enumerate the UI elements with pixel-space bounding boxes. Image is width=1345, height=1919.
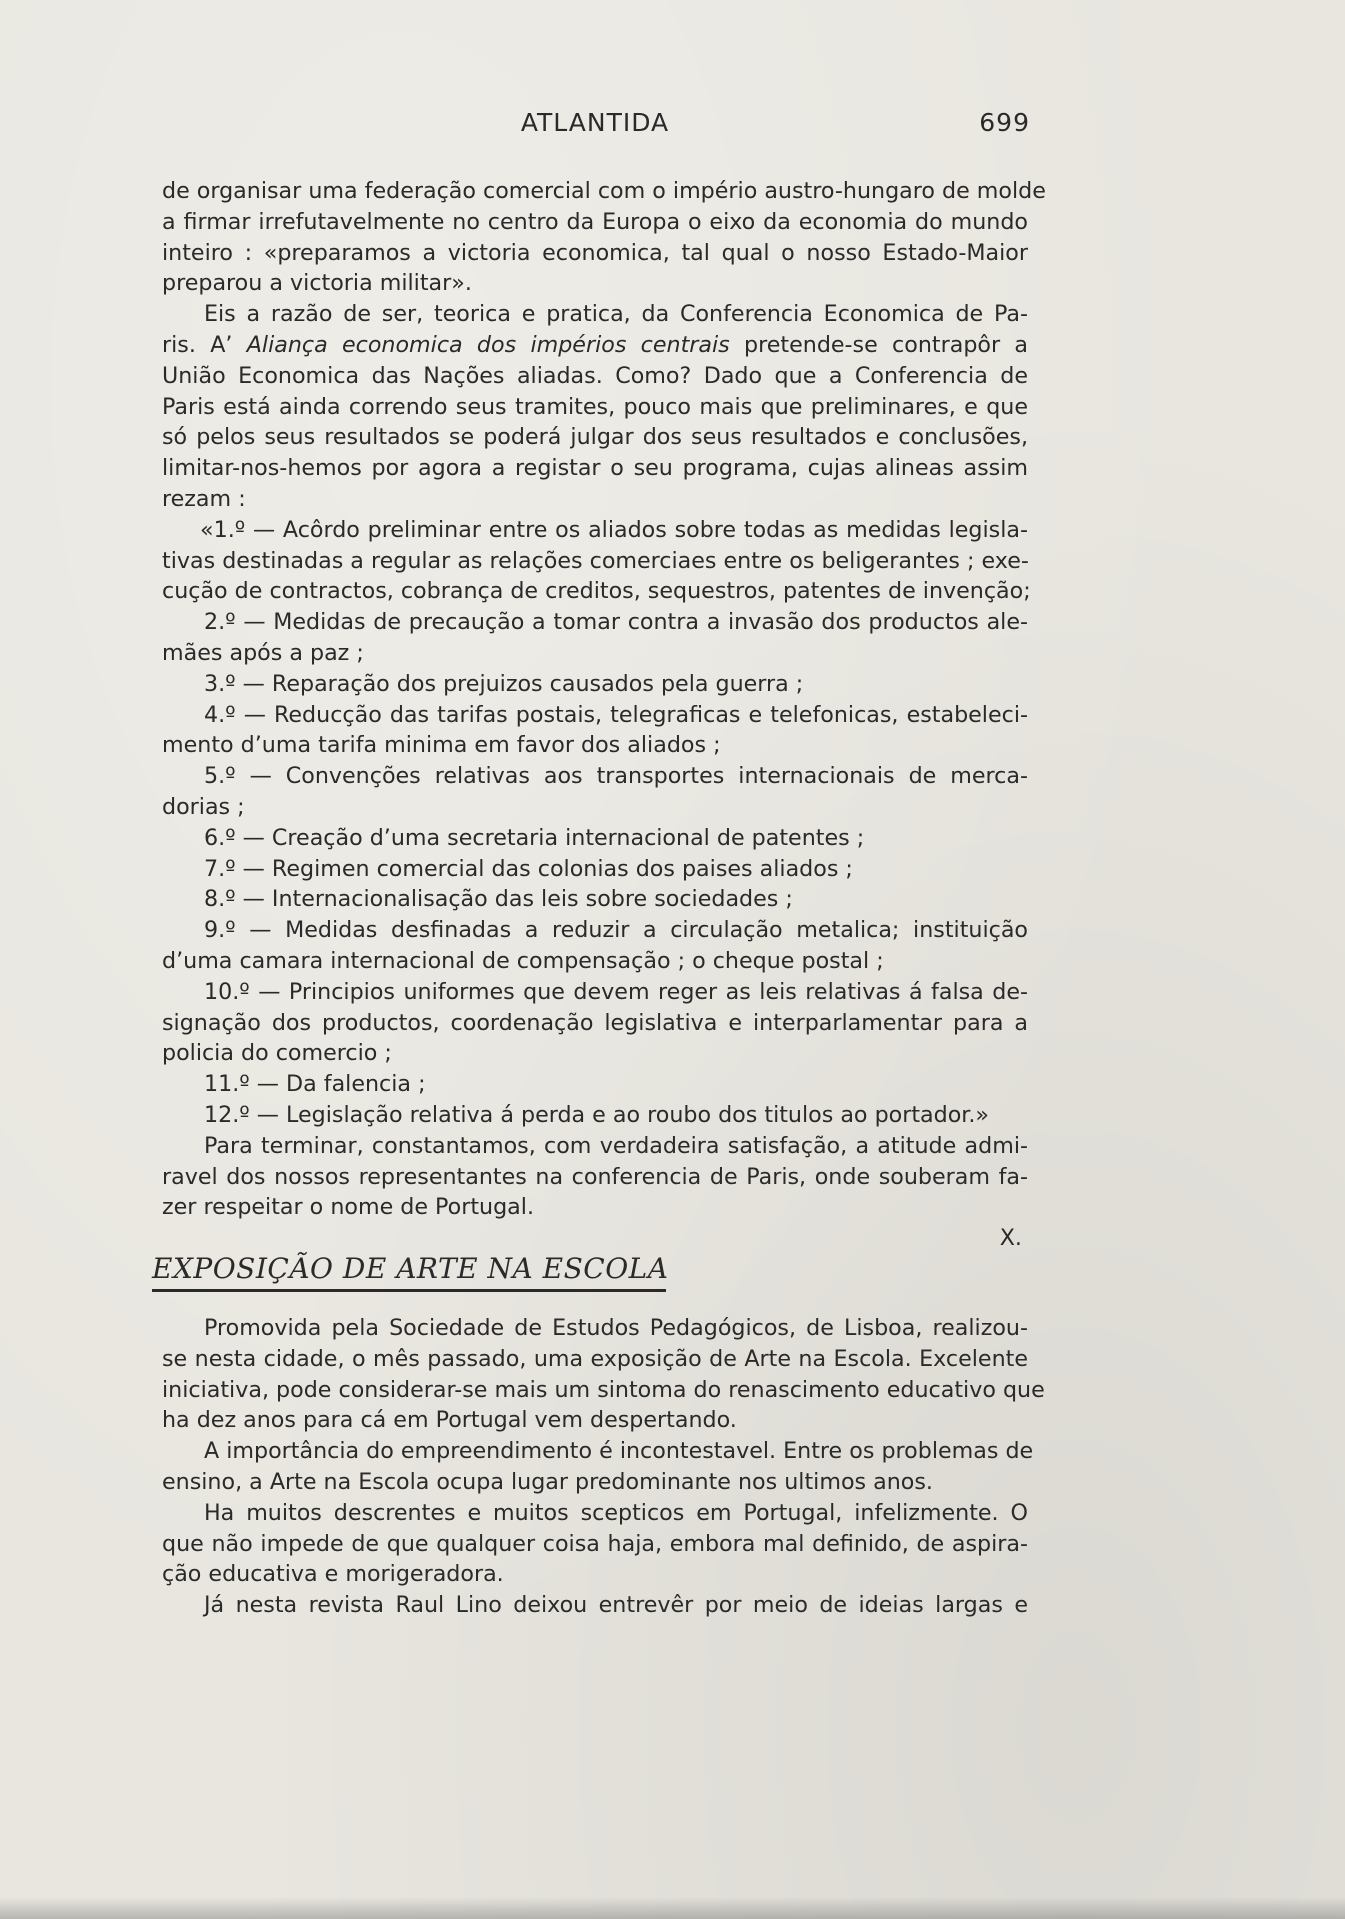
text-fragment: ris. A’ (162, 331, 247, 358)
text-line: de organisar uma federação comercial com o império austro-hungaro de molde (162, 178, 1046, 204)
list-item-line: «1.º — Acôrdo preliminar entre os aliados sobre todas as medidas legisla- (200, 516, 1028, 543)
text-line: dorias ; (162, 793, 245, 820)
text-line: tivas destinadas a regular as relações comerciaes entre os beligerantes ; exe- (162, 547, 1029, 574)
text-line: a firmar irrefutavelmente no centro da Europa o eixo da economia do mundo (162, 208, 1028, 235)
text-line: União Economica das Nações aliadas. Como? Dado que a Conferencia de (162, 362, 1028, 389)
list-item-line: 8.º — Internacionalisação das leis sobre sociedades ; (204, 886, 793, 913)
text-line: só pelos seus resultados se poderá julgar dos seus resultados e conclusões, (162, 424, 1028, 451)
list-item-line: 2.º — Medidas de precaução a tomar contra a invasão dos productos ale- (204, 609, 1028, 636)
text-line: zer respeitar o nome de Portugal. (162, 1194, 534, 1221)
text-line: d’uma camara internacional de compensação ; o cheque postal ; (162, 947, 884, 974)
text-line: ção educativa e morigeradora. (162, 1561, 504, 1588)
text-line: Já nesta revista Raul Lino deixou entrevêr por meio de ideias largas e (204, 1592, 1028, 1619)
text-line: mento d’uma tarifa minima em favor dos aliados ; (162, 732, 721, 759)
text-line-with-italic (162, 330, 1028, 361)
text-line: cução de contractos, cobrança de creditos, sequestros, patentes de invenção; (162, 578, 1031, 605)
page-edge-shadow (0, 1897, 1345, 1919)
text-line: A importância do empreendimento é incontestavel. Entre os problemas de (204, 1438, 1034, 1465)
text-line: mães após a paz ; (162, 639, 364, 666)
section-body (162, 1313, 1045, 1621)
list-item-line: 11.º — Da falencia ; (204, 1071, 426, 1098)
text-line: que não impede de que qualquer coisa haja, embora mal definido, de aspira- (162, 1530, 1028, 1557)
list-item-line: 9.º — Medidas desfinadas a reduzir a circulação metalica; instituição (204, 917, 1028, 944)
text-line: ravel dos nossos representantes na conferencia de Paris, onde souberam fa- (162, 1163, 1028, 1190)
text-line: preparou a victoria militar». (162, 270, 472, 297)
text-line: signação dos productos, coordenação legislativa e interparlamentar para a (162, 1009, 1028, 1036)
list-item-line: 4.º — Reducção das tarifas postais, telegraficas e telefonicas, estabeleci- (204, 701, 1028, 728)
text-line: iniciativa, pode considerar-se mais um sintoma do renascimento educativo que (162, 1376, 1045, 1403)
list-item-line: 5.º — Convenções relativas aos transportes internacionais de merca- (204, 763, 1028, 790)
text-line: limitar-nos-hemos por agora a registar o seu programa, cujas alineas assim (162, 455, 1028, 482)
author-signature: X. (999, 1225, 1022, 1252)
list-item-line: 10.º — Principios uniformes que devem reger as leis relativas á falsa de- (204, 978, 1028, 1005)
text-line: Eis a razão de ser, teorica e pratica, da Conferencia Economica de Pa- (204, 301, 1028, 328)
text-line: Para terminar, constantamos, com verdadeira satisfação, a atitude admi- (204, 1132, 1028, 1159)
text-line: policia do comercio ; (162, 1040, 392, 1067)
list-item-line: 3.º — Reparação dos prejuizos causados pela guerra ; (204, 670, 804, 697)
running-title: ATLANTIDA (520, 108, 670, 137)
text-line: inteiro : «preparamos a victoria economica, tal qual o nosso Estado-Maior (162, 239, 1028, 266)
text-line: Promovida pela Sociedade de Estudos Pedagógicos, de Lisboa, realizou- (204, 1315, 1028, 1341)
page-number: 699 (979, 108, 1030, 137)
article-body (162, 176, 1046, 1254)
section-heading: EXPOSIÇÃO DE ARTE NA ESCOLA (152, 1252, 666, 1292)
text-line: ensino, a Arte na Escola ocupa lugar predominante nos ultimos anos. (162, 1468, 933, 1495)
text-line: Paris está ainda correndo seus tramites, pouco mais que preliminares, e que (162, 393, 1028, 420)
list-item-line: 7.º — Regimen comercial das colonias dos paises aliados ; (204, 855, 853, 882)
text-line: ha dez anos para cá em Portugal vem despertando. (162, 1407, 737, 1434)
list-item-line: 12.º — Legislação relativa á perda e ao roubo dos titulos ao portador.» (204, 1101, 990, 1128)
list-item-line: 6.º — Creação d’uma secretaria internacional de patentes ; (204, 824, 865, 851)
italic-title: Aliança economica dos impérios centrais (246, 331, 730, 358)
text-line: se nesta cidade, o mês passado, uma exposição de Arte na Escola. Excelente (162, 1345, 1028, 1372)
page-header (160, 108, 1030, 148)
text-line: Ha muitos descrentes e muitos scepticos em Portugal, infelizmente. O (204, 1499, 1028, 1526)
text-line: rezam : (162, 485, 246, 512)
text-fragment: pretende-se contrapôr a (729, 331, 1028, 358)
